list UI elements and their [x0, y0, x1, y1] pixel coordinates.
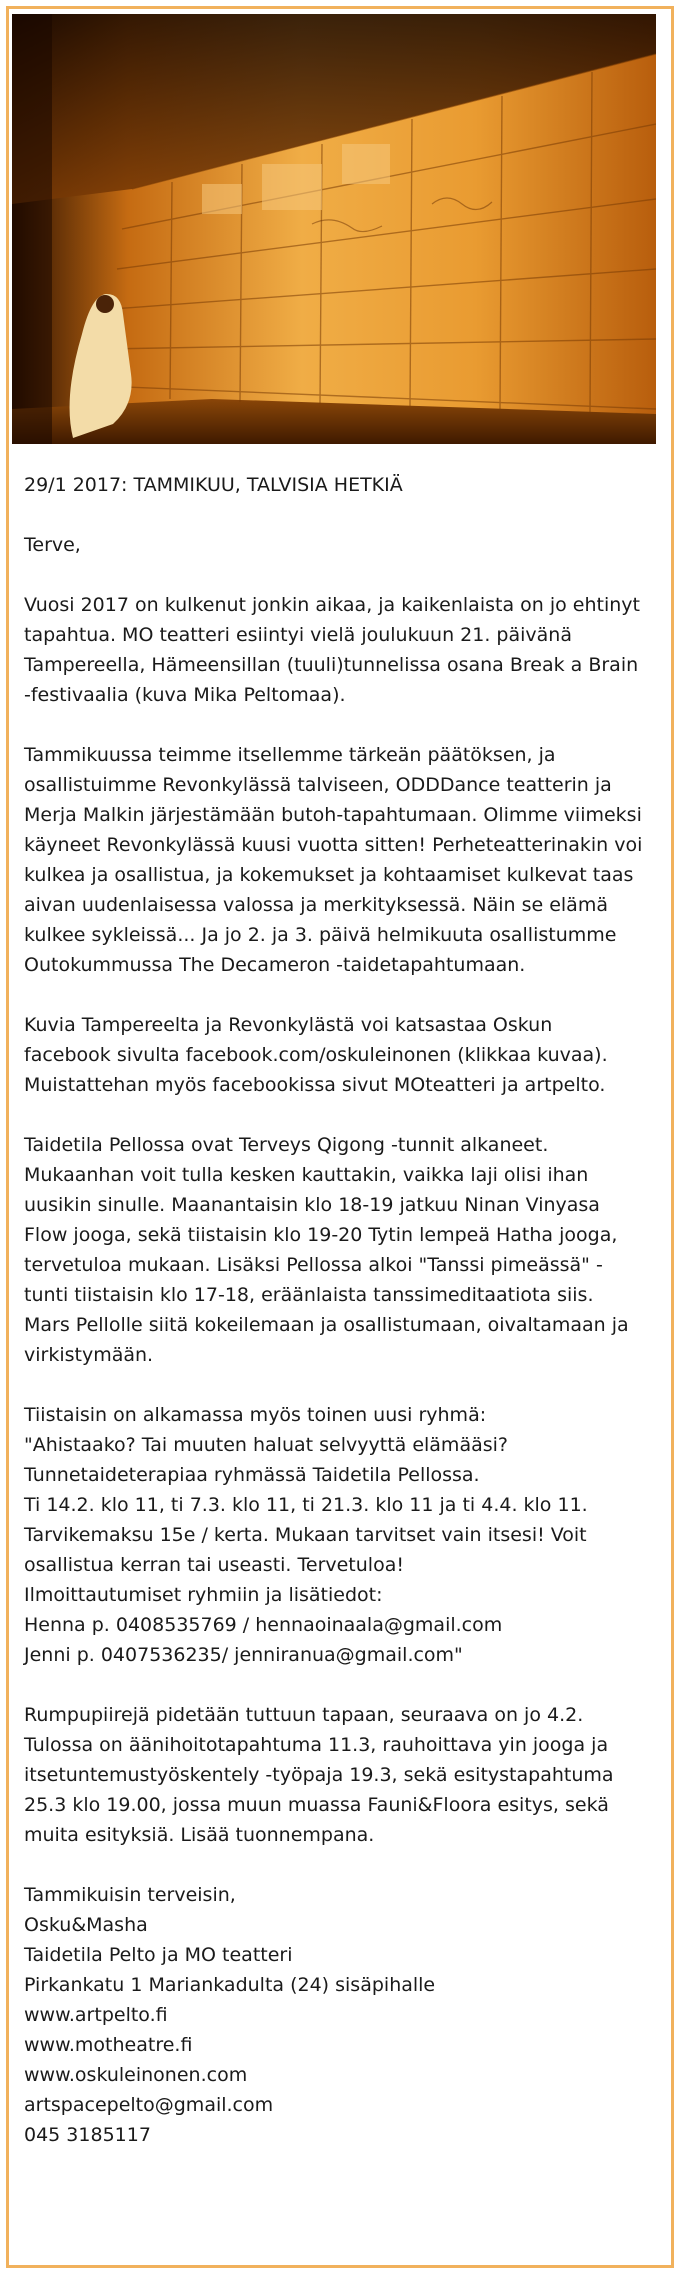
paragraph-facebook: Kuvia Tampereelta ja Revonkylästä voi katsastaa Oskun facebook sivulta facebook.com/oskuleinonen (klikkaa kuvaa). Muistattehan myös facebookissa sivut MOteatteri ja artpelto.	[24, 1014, 608, 1096]
paragraph-new-group: Tiistaisin on alkamassa myös toinen uusi ryhmä: "Ahistaako? Tai muuten haluat selvyyttä elämääsi? Tunnetaideterapiaa ryhmässä Taidetila Pellossa. Ti 14.2. klo 11, ti 7.3. klo 11, ti 21.3. klo 11 ja ti 4.4. klo 11. Tarvikemaksu 15e / kerta. Mukaan tarvitset vain itsesi! Voit osallistua kerran tai useasti. Tervetuloa! Ilmoittautumiset ryhmiin ja lisätiedot: Henna p. 0408535769 / hennaoinaala@gmail.com Jenni p. 0407536235/ jenniranua@gmail.com"	[24, 1404, 588, 1666]
hero-photo	[12, 14, 656, 444]
paragraph-classes: Taidetila Pellossa ovat Terveys Qigong -tunnit alkaneet. Mukaanhan voit tulla kesken kauttakin, vaikka laji olisi ihan uusikin sinulle. Maanantaisin klo 18-19 jatkuu Ninan Vinyasa Flow jooga, sekä tiistaisin klo 19-20 Tytin lempeä Hatha jooga, tervetuloa mukaan. Lisäksi Pellossa alkoi "Tanssi pimeässä" -tunti tiistaisin klo 17-18, eräänlaista tanssimeditaatiota siis. Mars Pellolle siitä kokeilemaan ja osallistumaan, oivaltamaan ja virkistymään.	[24, 1134, 629, 1366]
signature-block: Tammikuisin terveisin, Osku&Masha Taidetila Pelto ja MO teatteri Pirkankatu 1 Mariankadulta (24) sisäpihalle www.artpelto.fi www.motheatre.fi www.oskuleinonen.com artspacepelto@gmail.com 045 3185117	[24, 1884, 436, 2146]
paragraph-events: Rumpupiirejä pidetään tuttuun tapaan, seuraava on jo 4.2. Tulossa on äänihoitotapahtuma 11.3, rauhoittava yin jooga ja itsetuntemustyöskentely -työpaja 19.3, sekä esitystapahtuma 25.3 klo 19.00, jossa muun muassa Fauni&Floora esitys, sekä muita esityksiä. Lisää tuonnempana.	[24, 1704, 614, 1846]
paragraph-revonkyla: Tammikuussa teimme itsellemme tärkeän päätöksen, ja osallistuimme Revonkylässä talviseen, ODDDance teatterin ja Merja Malkin järjestämään butoh-tapahtumaan. Olimme viimeksi käyneet Revonkylässä kuusi vuotta sitten! Perheteatterinakin voi kulkea ja osallistua, ja kokemukset ja kohtaamiset kulkevat taas aivan uudenlaisessa valossa ja merkityksessä. Näin se elämä kulkee sykleissä... Ja jo 2. ja 3. päivä helmikuuta osallistumme Outokummussa The Decameron -taidetapahtumaan.	[24, 744, 643, 976]
tunnel-photo-icon	[12, 14, 656, 444]
paragraph-year-start: Vuosi 2017 on kulkenut jonkin aikaa, ja kaikenlaista on jo ehtinyt tapahtua. MO teatteri esiintyi vielä joulukuun 21. päivänä Tampereella, Hämeensillan (tuuli)tunnelissa osana Break a Brain -festivaalia (kuva Mika Peltomaa).	[24, 594, 640, 706]
greeting: Terve,	[24, 534, 81, 556]
newsletter-content	[24, 470, 644, 2180]
newsletter-heading: 29/1 2017: TAMMIKUU, TALVISIA HETKIÄ	[24, 474, 403, 496]
